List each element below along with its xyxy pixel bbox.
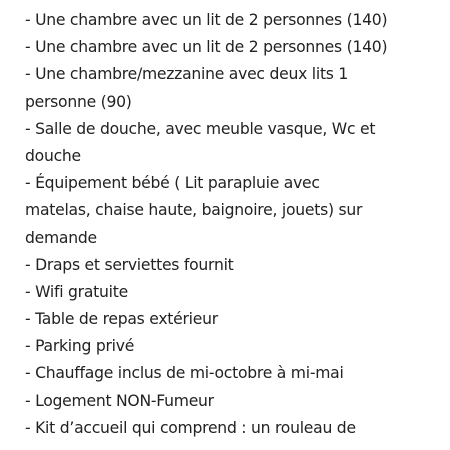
list-item: - Wifi gratuite <box>25 282 128 301</box>
list-item: - Table de repas extérieur <box>25 310 218 329</box>
list-item: - Une chambre avec un lit de 2 personnes (140) <box>25 11 388 29</box>
list-item: matelas, chaise haute, baignoire, jouets) sur <box>25 201 363 220</box>
list-item: - Une chambre avec un lit de 2 personnes (140) <box>25 38 388 57</box>
list-item: - Une chambre/mezzanine avec deux lits 1 <box>25 65 349 84</box>
list-item: - Parking privé <box>25 337 135 356</box>
list-item: demande <box>25 228 97 247</box>
list-item: - Chauffage inclus de mi-octobre à mi-mai <box>25 364 344 383</box>
list-item: - Draps et serviettes fournit <box>25 255 234 274</box>
list-item: - Kit d’accueil qui comprend : un rouleau de <box>25 418 356 437</box>
list-item: - Logement NON-Fumeur <box>25 391 214 410</box>
list-item: douche <box>25 146 81 165</box>
list-item: personne (90) <box>25 92 132 111</box>
list-item: - Salle de douche, avec meuble vasque, Wc et <box>25 119 376 138</box>
list-item: - Équipement bébé ( Lit parapluie avec <box>25 174 320 193</box>
